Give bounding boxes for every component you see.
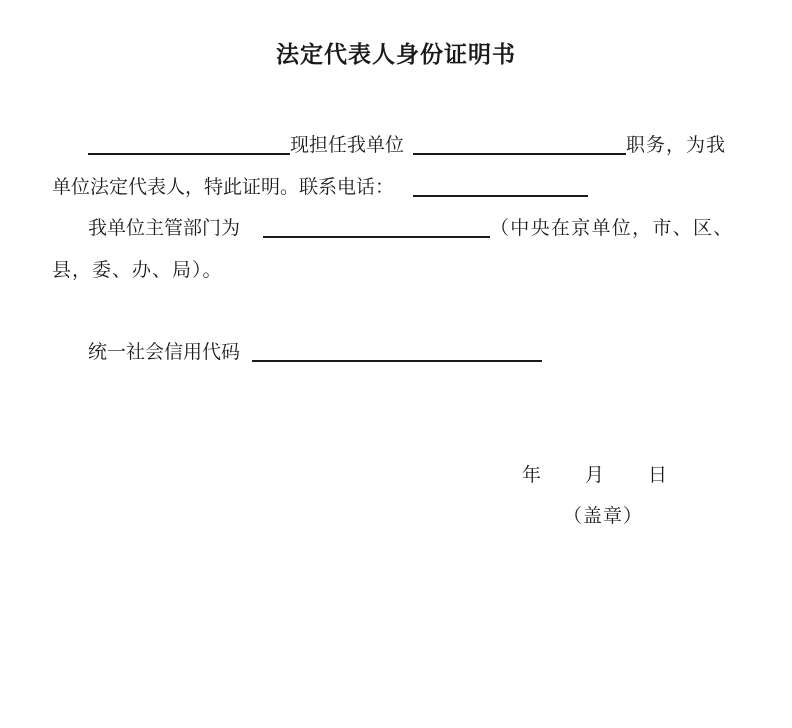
line1-text-a: 现担任我单位 [290,134,405,156]
line2-text: 单位法定代表人，特此证明。联系电话： [52,176,395,198]
phone-blank-field[interactable] [413,175,588,197]
name-blank-field[interactable] [88,133,290,155]
seal-label: （盖章） [563,505,644,527]
date-day-label: 日 [648,464,668,486]
line4-text: 县，委、办、局）。 [52,259,223,281]
date-month-label: 月 [585,464,605,486]
department-blank-field[interactable] [263,216,490,238]
credit-code-label: 统一社会信用代码 [88,341,241,363]
line3-lead-text: 我单位主管部门为 [88,217,241,239]
line1-text-b: 职务，为我 [626,134,727,156]
position-blank-field[interactable] [413,133,626,155]
credit-code-blank-field[interactable] [252,340,542,362]
date-year-label: 年 [522,464,542,486]
line3-tail-text: （中央在京单位，市、区、 [490,217,734,239]
document-title: 法定代表人身份证明书 [276,42,516,68]
